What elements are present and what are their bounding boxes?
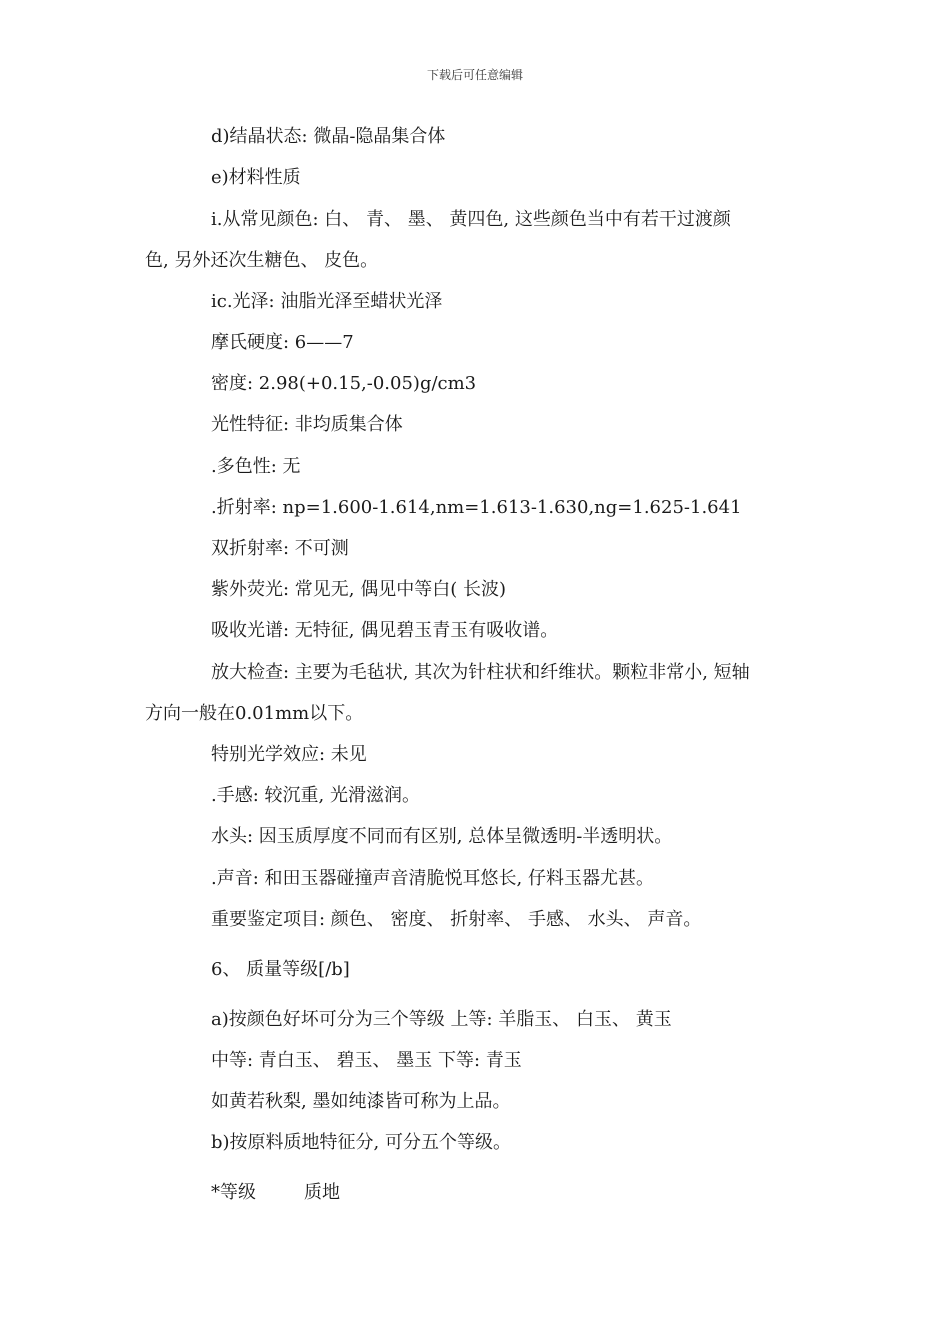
magnification-line-continued: 方向一般在0.01mm以下。	[145, 703, 364, 724]
page-header-note: 下载后可任意编辑	[426, 68, 523, 82]
material-properties-heading: e)材料性质	[211, 167, 301, 188]
optical-character-line: 光性特征: 非均质集合体	[211, 414, 403, 435]
grade-table-header	[211, 1184, 340, 1202]
refractive-index-line: .折射率: np=1.600-1.614,nm=1.613-1.630,ng=1.625-1.641	[211, 497, 742, 518]
premium-note-line: 如黄若秋梨, 墨如纯漆皆可称为上品。	[211, 1091, 511, 1112]
quality-grade-heading: 6、 质量等级[/b]	[211, 959, 350, 980]
sound-line: .声音: 和田玉器碰撞声音清脆悦耳悠长, 仔料玉器尤甚。	[211, 868, 654, 889]
texture-column-header: 质地	[304, 1182, 340, 1203]
texture-grade-line: b)按原料质地特征分, 可分五个等级。	[211, 1132, 511, 1153]
luster-line: ic.光泽: 油脂光泽至蜡状光泽	[211, 291, 443, 312]
color-line-continued: 色, 另外还次生糖色、 皮色。	[145, 250, 379, 271]
absorption-spectrum-line: 吸收光谱: 无特征, 偶见碧玉青玉有吸收谱。	[211, 620, 559, 641]
magnification-line: 放大检查: 主要为毛毡状, 其次为针柱状和纤维状。颗粒非常小, 短轴	[211, 662, 750, 683]
key-identification-line: 重要鉴定项目: 颜色、 密度、 折射率、 手感、 水头、 声音。	[211, 909, 702, 930]
crystal-state-line: d)结晶状态: 微晶-隐晶集合体	[211, 126, 446, 147]
pleochroism-line: .多色性: 无	[211, 456, 301, 477]
hardness-line: 摩氏硬度: 6——7	[211, 332, 354, 353]
hand-feel-line: .手感: 较沉重, 光滑滋润。	[211, 785, 420, 806]
birefringence-line: 双折射率: 不可测	[211, 538, 349, 559]
color-grade-line: a)按颜色好坏可分为三个等级 上等: 羊脂玉、 白玉、 黄玉	[211, 1009, 672, 1030]
optical-effect-line: 特别光学效应: 未见	[211, 744, 367, 765]
uv-fluorescence-line: 紫外荧光: 常见无, 偶见中等白( 长波)	[211, 579, 506, 600]
translucency-line: 水头: 因玉质厚度不同而有区别, 总体呈微透明-半透明状。	[211, 826, 673, 847]
medium-grade-line: 中等: 青白玉、 碧玉、 墨玉 下等: 青玉	[211, 1050, 522, 1071]
color-line: i.从常见颜色: 白、 青、 墨、 黄四色, 这些颜色当中有若干过渡颜	[211, 209, 731, 230]
density-line: 密度: 2.98(+0.15,-0.05)g/cm3	[211, 373, 477, 394]
grade-column-header: *等级	[211, 1182, 256, 1203]
